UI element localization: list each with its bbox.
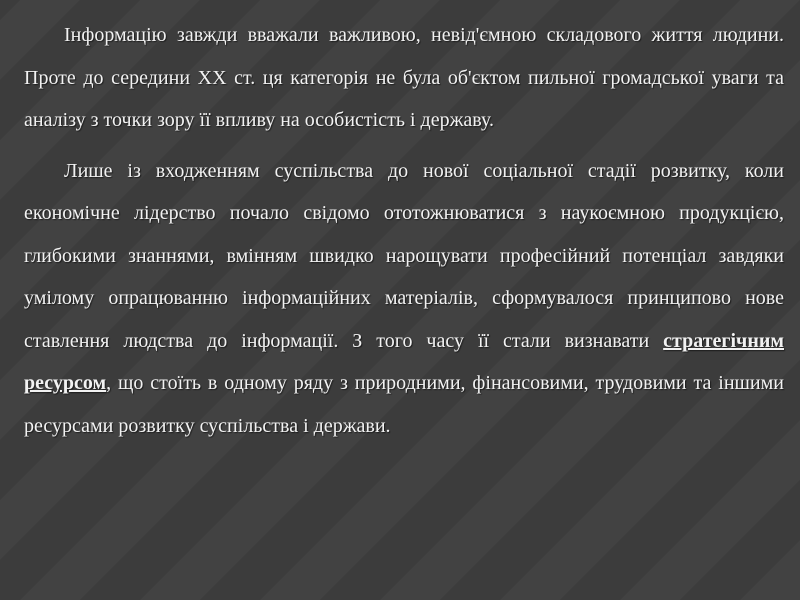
paragraph-2-text-end: , що стоїть в одному ряду з природними, фінансовими, трудовими та іншими ресурсами розвитку суспільства і держави. <box>24 372 784 437</box>
paragraph-2-text-start: Лише із входженням суспільства до нової соціальної стадії розвитку, коли економічне лідерство почало свідомо ототожнюватися з наукоємною продукцією, глибокими знаннями, вмінням швидко нарощувати професійний потенціал завдяки умілому опрацюванню інформаційних матеріалів, сформувалося принципово нове ставлення людства до інформації. З того часу її стали визнавати <box>24 159 784 352</box>
slide-body <box>24 14 784 455</box>
paragraph-1: Інформацію завжди вважали важливою, невід'ємною складового життя людини. Проте до середини ХХ ст. ця категорія не була об'єктом пильної громадської уваги та аналізу з точки зору її впливу на особистість і державу. <box>24 24 784 131</box>
strategic-resource-emphasis: стратегічним ресурсом <box>24 329 784 394</box>
paragraph-2 <box>24 150 784 448</box>
